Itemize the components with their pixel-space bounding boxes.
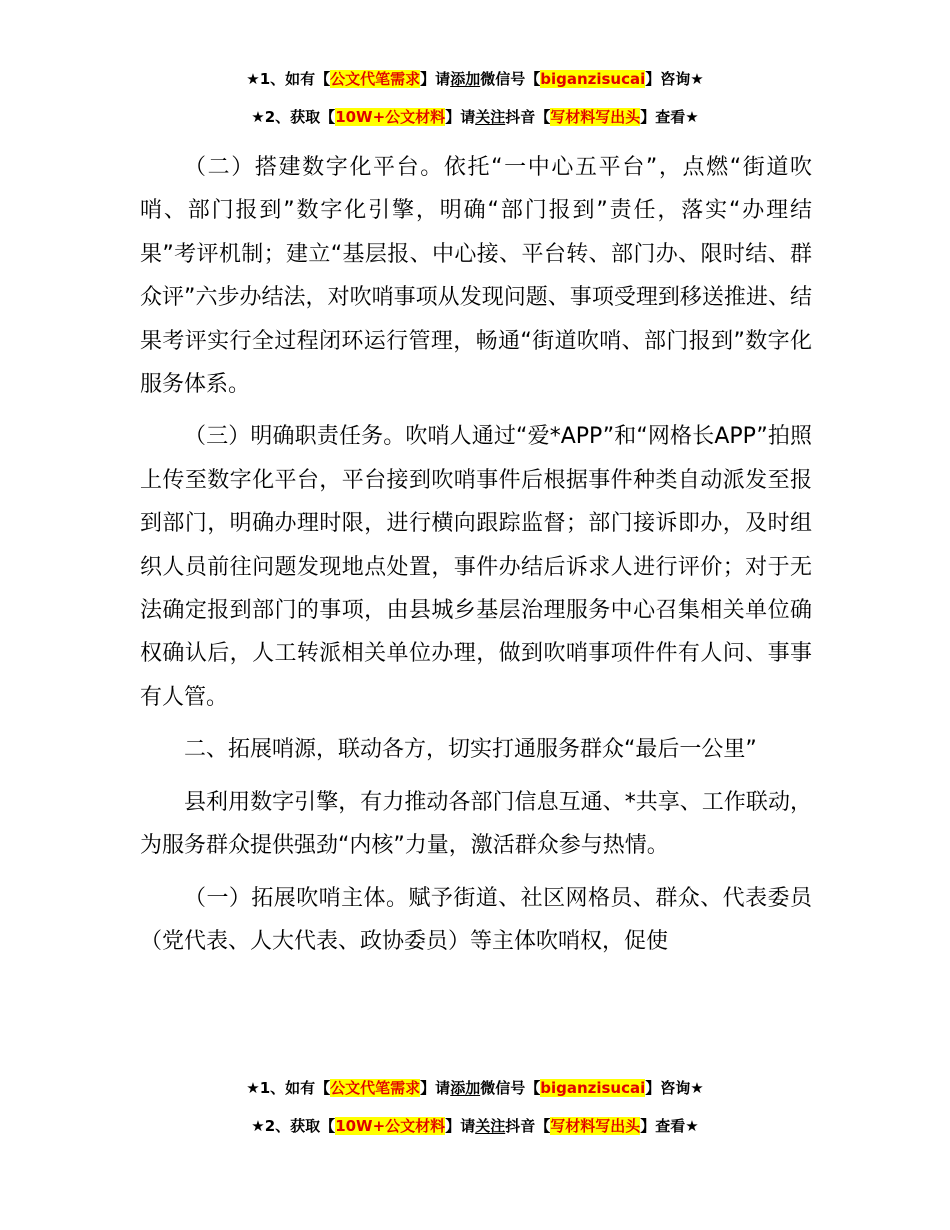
document-body	[140, 146, 812, 963]
materials-highlight: 10W+公文材料	[335, 108, 446, 126]
wechat-id-highlight: biganzisucai	[540, 1079, 646, 1097]
service-highlight: 公文代笔需求	[330, 1079, 421, 1097]
section-heading-two: 二、拓展哨源，联动各方，切实打通服务群众“最后一公里”	[184, 737, 757, 763]
paragraph-duties: （三）明确职责任务。吹哨人通过“爱*APP”和“网格长APP”拍照上传至数字化平台，平台接到吹哨事件后根据事件种类自动派发至报到部门，明确办理时限，进行横向跟踪监督；部门接诉即办，及时组织人员前往问题发现地点处置，事件办结后诉求人进行评价；对于无法确定报到部门的事项，由县城乡基层治理服务中心召集相关单位确权确认后，人工转派相关单位办理，做到吹哨事项件件有人问、事事有人管。	[140, 424, 812, 710]
douyin-id-highlight: 写材料写出头	[550, 1117, 641, 1135]
douyin-id-highlight: 写材料写出头	[550, 108, 641, 126]
paragraph-digital-engine: 县利用数字引擎，有力推动各部门信息互通、*共享、工作联动，为服务群众提供强劲“内核”力量，激活群众参与热情。	[140, 789, 812, 859]
service-highlight: 公文代笔需求	[330, 70, 421, 88]
bottom-banner-line-1: ★1、如有【公文代笔需求】请添加微信号【biganzisucai】咨询★	[246, 1079, 704, 1097]
top-banner-line-2: ★2、获取【10W+公文材料】请关注抖音【写材料写出头】查看★	[251, 108, 699, 126]
paragraph-whistle-subjects: （一）拓展吹哨主体。赋予街道、社区网格员、群众、代表委员（党代表、人大代表、政协委员）等主体吹哨权，促使	[140, 885, 812, 954]
top-banner-line-1: ★1、如有【公文代笔需求】请添加微信号【biganzisucai】咨询★	[246, 70, 704, 88]
paragraph-platform: （二）搭建数字化平台。依托“一中心五平台”，点燃“街道吹哨、部门报到”数字化引擎，明确“部门报到”责任，落实“办理结果”考评机制；建立“基层报、中心接、平台转、部门办、限时结、群众评”六步办结法，对吹哨事项从发现问题、事项受理到移送推进、结果考评实行全过程闭环运行管理，畅通“街道吹哨、部门报到”数字化服务体系。	[140, 155, 812, 398]
wechat-id-highlight: biganzisucai	[540, 70, 646, 88]
materials-highlight: 10W+公文材料	[335, 1117, 446, 1135]
bottom-banner-line-2: ★2、获取【10W+公文材料】请关注抖音【写材料写出头】查看★	[251, 1117, 699, 1135]
